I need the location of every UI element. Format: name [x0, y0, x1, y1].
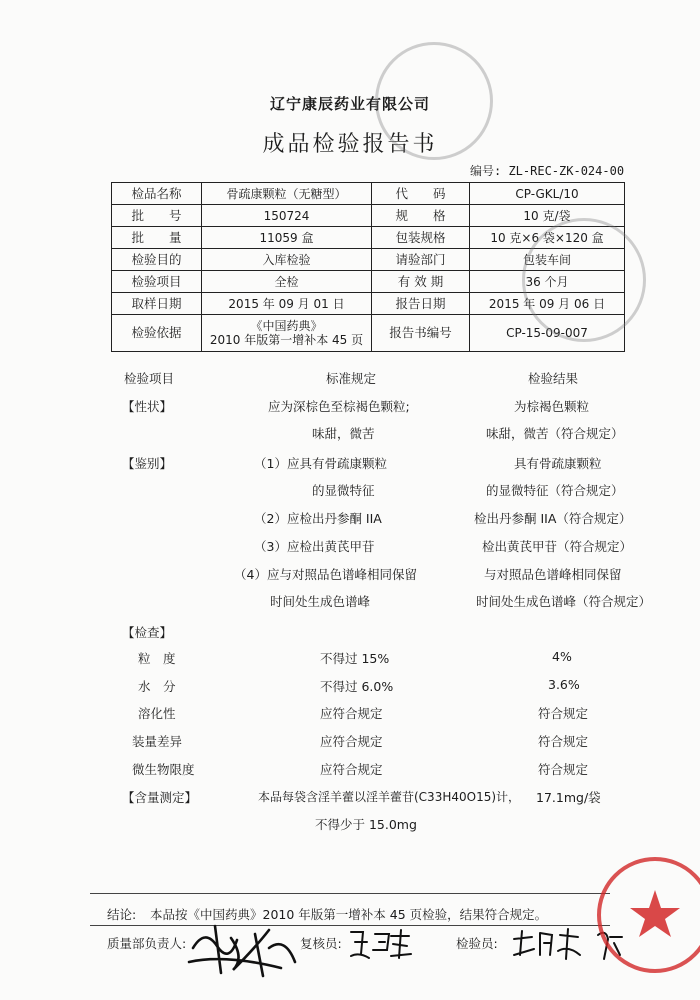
ident-res-2: 检出丹参酮 IIA（符合规定） — [474, 511, 632, 526]
value-batch-quantity: 11059 盒 — [202, 227, 372, 249]
inspect-name-microbial: 微生物限度 — [132, 762, 195, 777]
inspect-std-fill-variation: 应符合规定 — [320, 734, 383, 749]
table-row — [112, 205, 625, 227]
assay-result: 17.1mg/袋 — [536, 790, 601, 805]
inspect-res-granularity: 4% — [552, 649, 572, 664]
ident-res-1: 具有骨疏康颗粒 — [514, 456, 602, 471]
value-requesting-dept: 包装车间 — [470, 249, 625, 271]
label-batch-quantity: 批 量 — [112, 227, 202, 249]
value-code: CP-GKL/10 — [470, 183, 625, 205]
ident-res-3: 检出黄芪甲苷（符合规定） — [482, 539, 633, 554]
inspect-std-microbial: 应符合规定 — [320, 762, 383, 777]
section-inspection: 【检查】 — [122, 625, 173, 640]
inspect-name-solubility: 溶化性 — [138, 706, 176, 721]
company-name: 辽宁康辰药业有限公司 — [269, 95, 430, 113]
ident-std-2: （2）应检出丹参酮 IIA — [254, 511, 382, 526]
label-report-number: 报告书编号 — [372, 315, 470, 352]
assay-std-2: 不得少于 15.0mg — [315, 817, 417, 832]
reviewer-label: 复核员: — [300, 936, 342, 951]
label-code: 代 码 — [372, 183, 470, 205]
inspect-res-fill-variation: 符合规定 — [538, 734, 589, 749]
qa-head-label: 质量部负责人: — [107, 936, 187, 951]
value-report-date: 2015 年 09 月 06 日 — [470, 293, 625, 315]
value-specification: 10 克/袋 — [470, 205, 625, 227]
label-sampling-date: 取样日期 — [112, 293, 202, 315]
ident-std-4b: 时间处生成色谱峰 — [270, 594, 371, 609]
conclusion-label: 结论: — [107, 907, 137, 922]
header-result: 检验结果 — [528, 371, 579, 386]
inspect-res-moisture: 3.6% — [548, 677, 580, 692]
inspect-std-moisture: 不得过 6.0% — [320, 679, 394, 694]
label-batch-number: 批 号 — [112, 205, 202, 227]
ident-res-1b: 的显微特征（符合规定） — [486, 483, 624, 498]
inspect-name-fill-variation: 装量差异 — [132, 734, 183, 749]
appearance-std-2: 味甜，微苦 — [312, 426, 375, 441]
label-report-date: 报告日期 — [372, 293, 470, 315]
red-seal — [585, 850, 700, 975]
inspector-label: 检验员: — [456, 936, 498, 951]
label-package-spec: 包装规格 — [372, 227, 470, 249]
qa-head-signature — [185, 918, 305, 980]
divider-top — [90, 893, 610, 894]
value-batch-number: 150724 — [202, 205, 372, 227]
value-basis-line2: 2010 年版第一增补本 45 页 — [209, 333, 364, 347]
ident-res-4b: 时间处生成色谱峰（符合规定） — [476, 594, 652, 609]
inspect-name-moisture: 水 分 — [138, 679, 176, 694]
header-standard: 标准规定 — [326, 371, 377, 386]
appearance-res-1: 为棕褐色颗粒 — [514, 399, 590, 414]
value-basis-line1: 《中国药典》 — [250, 319, 323, 333]
section-identification: 【鉴别】 — [122, 456, 173, 471]
section-assay: 【含量测定】 — [122, 790, 198, 805]
label-test-items: 检验项目 — [112, 271, 202, 293]
label-basis: 检验依据 — [112, 315, 202, 352]
value-sampling-date: 2015 年 09 月 01 日 — [202, 293, 372, 315]
conclusion-text: 本品按《中国药典》2010 年版第一增补本 45 页检验，结果符合规定。 — [150, 907, 548, 922]
header-item: 检验项目 — [124, 371, 175, 386]
ident-std-1b: 的显微特征 — [312, 483, 375, 498]
label-purpose: 检验目的 — [112, 249, 202, 271]
value-purpose: 入库检验 — [202, 249, 372, 271]
value-test-items: 全检 — [202, 271, 372, 293]
company-seal-gray-2 — [522, 218, 646, 342]
inspect-res-microbial: 符合规定 — [538, 762, 589, 777]
document-title: 成品检验报告书 — [262, 132, 438, 157]
label-product-name: 检品名称 — [112, 183, 202, 205]
label-specification: 规 格 — [372, 205, 470, 227]
label-requesting-dept: 请验部门 — [372, 249, 470, 271]
document-number: 编号: ZL-REC-ZK-024-00 — [470, 164, 625, 178]
table-row — [112, 183, 625, 205]
inspect-res-solubility: 符合规定 — [538, 706, 589, 721]
inspect-std-solubility: 应符合规定 — [320, 706, 383, 721]
company-seal-gray — [375, 42, 493, 160]
reviewer-signature — [345, 924, 415, 964]
inspect-std-granularity: 不得过 15% — [320, 651, 390, 666]
ident-res-4: 与对照品色谱峰相同保留 — [484, 567, 622, 582]
assay-std-1: 本品每袋含淫羊藿以淫羊藿苷(C33H40O15)计， — [258, 790, 521, 804]
ident-std-3: （3）应检出黄芪甲苷 — [254, 539, 375, 554]
ident-std-4: （4）应与对照品色谱峰相同保留 — [234, 567, 417, 582]
appearance-res-2: 味甜，微苦（符合规定） — [486, 426, 624, 441]
value-package-spec: 10 克×6 袋×120 盒 — [470, 227, 625, 249]
inspect-name-granularity: 粒 度 — [138, 651, 176, 666]
value-report-number: CP-15-09-007 — [470, 315, 625, 352]
ident-std-1: （1）应具有骨疏康颗粒 — [254, 456, 387, 471]
value-product-name: 骨疏康颗粒（无糖型） — [202, 183, 372, 205]
appearance-std-1: 应为深棕色至棕褐色颗粒; — [268, 399, 410, 414]
label-validity: 有 效 期 — [372, 271, 470, 293]
section-appearance: 【性状】 — [122, 399, 173, 414]
value-validity: 36 个月 — [470, 271, 625, 293]
value-basis — [202, 315, 372, 352]
